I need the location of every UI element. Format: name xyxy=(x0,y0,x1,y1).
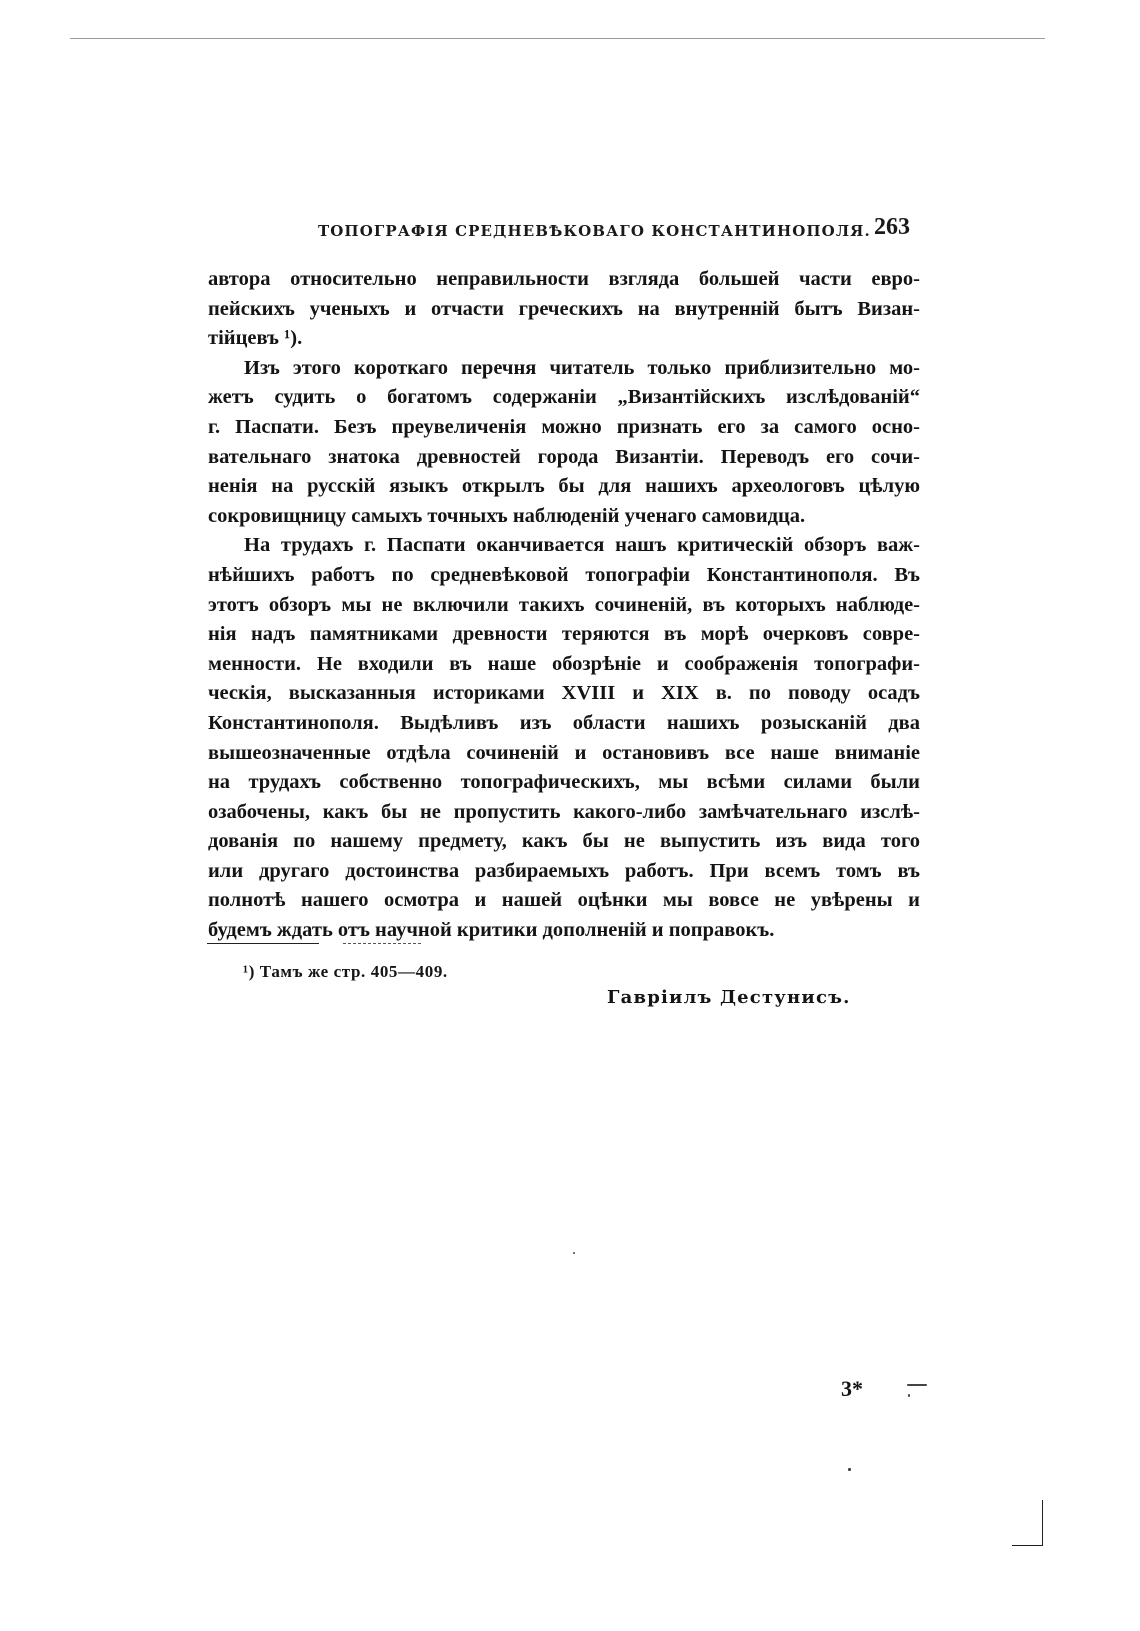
text-line: полнотѣ нашего осмотра и нашей оцѣнки мы вовсе не увѣрены и xyxy=(208,889,920,912)
paragraph-start-line: На трудахъ г. Паспати оканчивается нашъ критическій обзоръ важ- xyxy=(244,534,920,557)
footnote-divider-dashed xyxy=(343,943,421,944)
text-line: или другаго достоинства разбираемыхъ работъ. При всемъ томъ въ xyxy=(208,859,920,882)
footnote: ¹) Тамъ же стр. 405—409. xyxy=(243,962,448,981)
text-line: ческія, высказанныя историками XVIII и XIX в. по поводу осадъ xyxy=(208,682,920,705)
scan-artifact xyxy=(907,1384,927,1386)
text-line: этотъ обзоръ мы не включили такихъ сочиненій, въ которыхъ наблюде- xyxy=(208,593,920,616)
scan-corner-mark xyxy=(1012,1500,1043,1546)
scan-artifact xyxy=(908,1394,910,1397)
text-line: г. Паспати. Безъ преувеличенія можно признать его за самого осно- xyxy=(208,415,920,438)
text-line: Константинополя. Выдѣливъ изъ области нашихъ розысканій два xyxy=(208,711,920,734)
text-line: нѣйшихъ работъ по средневѣковой топографіи Константинополя. Въ xyxy=(208,563,920,586)
printer-signature-mark: 3* xyxy=(841,1376,863,1401)
text-line: пейскихъ ученыхъ и отчасти греческихъ на внутренній бытъ Визан- xyxy=(208,297,920,320)
scan-artifact xyxy=(573,1252,575,1254)
top-border-rule xyxy=(70,38,1045,39)
paragraph-start-line: Изъ этого короткаго перечня читатель только приблизительно мо- xyxy=(244,356,920,379)
text-line: менности. Не входили въ наше обозрѣніе и соображенія топографи- xyxy=(208,652,920,675)
text-line: автора относительно неправильности взгляда большей части евро- xyxy=(208,268,920,290)
footnote-divider xyxy=(207,943,319,944)
text-line: дованія по нашему предмету, какъ бы не выпустить изъ вида того xyxy=(208,830,920,853)
body-text xyxy=(208,265,920,946)
text-line: жетъ судить о богатомъ содержаніи „Византійскихъ изслѣдованій“ xyxy=(208,386,920,409)
running-header: ТОПОГРАФІЯ СРЕДНЕВѢКОВАГО КОНСТАНТИНОПОЛЯ. xyxy=(318,222,871,240)
scan-artifact xyxy=(848,1468,851,1471)
text-line: ненія на русскій языкъ открылъ бы для нашихъ археологовъ цѣлую xyxy=(208,475,920,498)
text-line: вательнаго знатока древностей города Византіи. Переводъ его сочи- xyxy=(208,445,920,468)
text-line: сокровищницу самыхъ точныхъ наблюденій ученаго самовидца. xyxy=(208,504,806,527)
text-line: будемъ ждать отъ научной критики дополненій и поправокъ. xyxy=(208,919,775,942)
text-line: озабочены, какъ бы не пропустить какого-либо замѣчательнаго изслѣ- xyxy=(208,800,920,823)
text-line: нія надъ памятниками древности теряются въ морѣ очерковъ совре- xyxy=(208,623,920,646)
text-line: вышеозначенные отдѣла сочиненій и остановивъ все наше вниманіе xyxy=(208,741,920,764)
page-number: 263 xyxy=(874,214,910,240)
author-signature: Гавріилъ Дестунисъ. xyxy=(607,987,851,1008)
text-line: тійцевъ ¹). xyxy=(208,327,303,350)
text-line: на трудахъ собственно топографическихъ, мы всѣми силами были xyxy=(208,771,920,794)
